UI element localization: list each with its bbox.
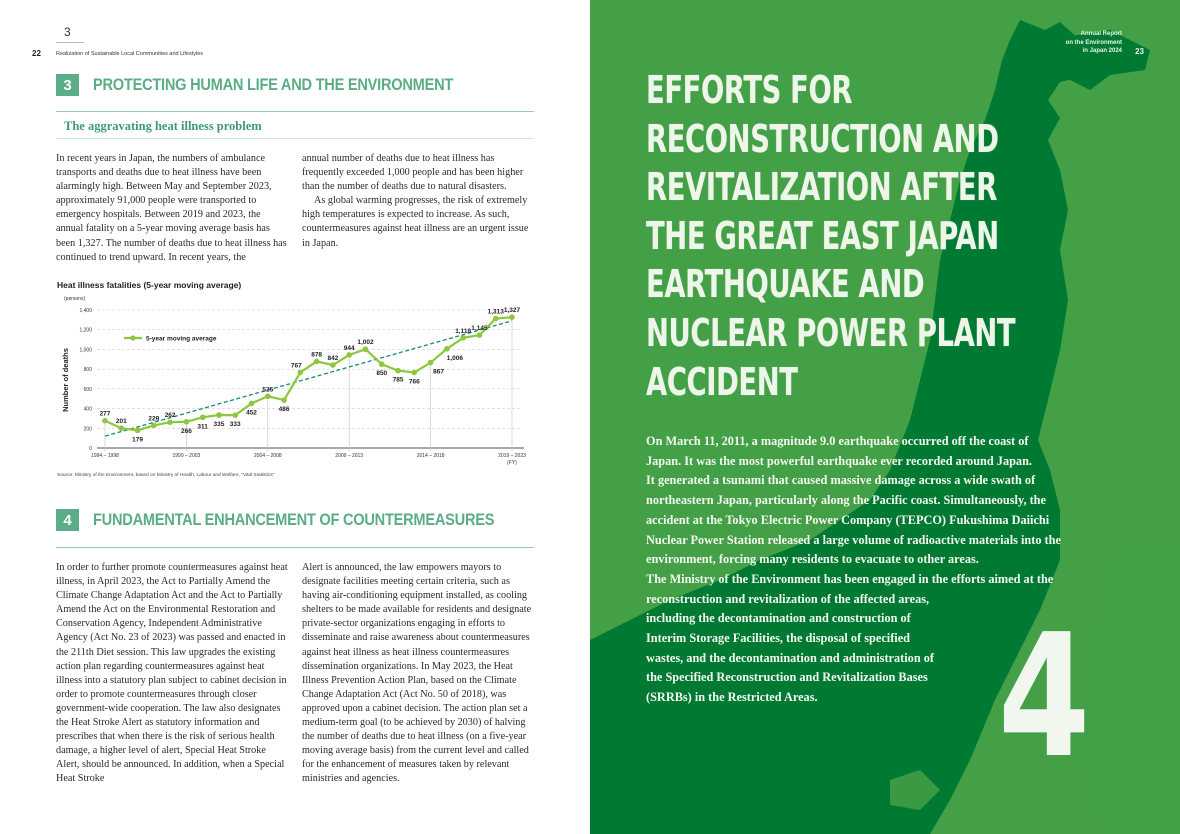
data-label: 525 — [262, 386, 274, 394]
y-tick-label: 600 — [83, 386, 92, 393]
data-label: 179 — [132, 436, 143, 444]
data-point — [330, 362, 336, 368]
intro-line: Japan. It was the most powerful earthquake ever recorded around Japan. — [646, 453, 1032, 468]
data-label: 277 — [99, 410, 111, 418]
data-label: 262 — [164, 412, 176, 420]
data-point — [184, 419, 190, 425]
page-number-left: 22 — [32, 49, 41, 58]
chapter-title — [646, 66, 1114, 406]
data-point — [460, 335, 466, 341]
data-label: 867 — [433, 368, 445, 376]
intro-line: environment, forcing many residents to evacuate to other areas. — [646, 552, 979, 567]
section-4-heading — [56, 509, 560, 531]
right-page — [590, 0, 1180, 834]
x-tick-label: 1994 – 1998 — [91, 453, 119, 459]
section-3-column-2 — [302, 152, 537, 251]
chapter-title-line: EFFORTS FOR — [646, 68, 853, 112]
data-label: 333 — [229, 421, 241, 429]
y-axis-label: Number of deaths — [61, 348, 70, 412]
data-point — [135, 428, 141, 434]
y-tick-label: 400 — [83, 406, 92, 413]
section-3-badge: 3 — [56, 74, 79, 96]
y-tick-label: 800 — [83, 367, 92, 374]
data-label: 785 — [392, 376, 404, 384]
data-point — [346, 352, 352, 358]
data-label: 229 — [148, 415, 160, 423]
intro-line: On March 11, 2011, a magnitude 9.0 earthquake occurred off the coast of — [646, 434, 1029, 448]
y-tick-label: 0 — [89, 446, 92, 452]
chart-title: Heat illness fatalities (5-year moving average) — [57, 280, 242, 290]
legend-swatch-marker — [130, 335, 135, 340]
section-4-title: FUNDAMENTAL ENHANCEMENT OF COUNTERMEASURES — [93, 510, 495, 529]
data-point — [428, 360, 434, 366]
intro-line: The Ministry of the Environment has been engaged in the efforts aimed at the — [646, 571, 1054, 586]
chapter-title-line: NUCLEAR POWER PLANT — [646, 310, 1016, 355]
intro-line: wastes, and the decontamination and administration of — [646, 650, 934, 665]
data-point — [395, 368, 401, 374]
y-tick-label: 1,000 — [79, 347, 92, 354]
intro-line: Nuclear Power Station released a large volume of radioactive materials into the — [646, 532, 1061, 547]
intro-line: (SRRBs) in the Restricted Areas. — [646, 690, 818, 705]
section-4-column-2 — [302, 561, 537, 787]
chapter-title-line: REVITALIZATION AFTER — [646, 165, 997, 210]
chapter-big-number: 4 — [998, 598, 1091, 796]
data-point — [232, 412, 238, 418]
x-axis-unit: (FY) — [507, 460, 517, 466]
data-label: 1,145 — [471, 325, 488, 333]
data-point — [167, 419, 173, 425]
data-point — [281, 397, 287, 403]
report-title — [1066, 30, 1122, 56]
data-label: 266 — [180, 427, 192, 435]
data-label: 1,327 — [503, 307, 521, 315]
data-point — [314, 359, 320, 365]
intro-line: It generated a tsunami that caused massive damage across a wide swath of — [646, 473, 1036, 488]
section-3-title: PROTECTING HUMAN LIFE AND THE ENVIRONMENT — [93, 75, 454, 94]
data-point — [412, 370, 418, 376]
y-tick-label: 200 — [83, 426, 92, 433]
data-point — [444, 346, 450, 352]
data-point — [493, 316, 499, 322]
data-label: 335 — [213, 420, 225, 428]
y-tick-label: 1,200 — [79, 327, 92, 334]
data-label: 452 — [246, 409, 257, 417]
intro-line: reconstruction and revitalization of the affected areas, — [646, 591, 930, 606]
data-point — [249, 401, 255, 407]
data-label: 311 — [197, 423, 208, 431]
chart-source: Source: Ministry of the Environment, based on Ministry of Health, Labour and Welfare, "Vital Statistics" — [57, 473, 275, 478]
data-label: 486 — [278, 406, 290, 414]
data-point — [216, 412, 222, 418]
paragraph: In order to further promote countermeasures against heat illness, in April 2023, the Act to Partially Amend the Climate Change Adaptation Act and the Act to Partially Amend the Act on the Environmental Restoration and Conservation Agency, Independent Administrative Agency (Act No. 23 of 2023) was passed and enacted in the 211th Diet session. This law upgrades the existing action plan regarding countermeasures against heat illness into a statutory plan subject to cabinet decision in order to promote countermeasures through closer government-wide cooperation. The law also designates the Heat Stroke Alert as statutory information and prescribes that when there is the risk of serious health damage, a higher level of alert, Special Heat Stroke Alert, should be announced. In addition, when a Special Heat Stroke — [56, 562, 288, 785]
intro-line: accident at the Tokyo Electric Power Company (TEPCO) Fukushima Daiichi — [646, 512, 1050, 527]
paragraph: annual number of deaths due to heat illness has frequently exceeded 1,000 people and has been higher than the number of deaths due to natural disasters. — [302, 153, 524, 193]
section-3-subheading: The aggravating heat illness problem — [64, 119, 262, 133]
heat-illness-chart — [50, 290, 530, 470]
intro-line: northeastern Japan, particularly along the Pacific coast. Simultaneously, the — [646, 493, 1046, 508]
intro-line: Interim Storage Facilities, the disposal of specified — [646, 631, 911, 646]
chapter-number: 3 — [64, 25, 71, 39]
chapter-rule — [56, 42, 84, 43]
x-tick-label: 2019 – 2023 — [498, 453, 526, 459]
data-label: 850 — [376, 370, 388, 378]
chapter-title-line: THE GREAT EAST JAPAN — [646, 213, 999, 258]
paragraph: In recent years in Japan, the numbers of ambulance transports and deaths due to heat illness have been alarmingly high. Between May and September 2023, approximately 91,000 people were transported to emergency hospitals. Between 2019 and 2023, the annual fatality on a 5-year moving average basis has been 1,327. The number of deaths due to heat illness has continued to trend upward. In recent years, the — [56, 153, 287, 263]
report-title-line: on the Environment — [1065, 39, 1122, 46]
x-tick-label: 1999 – 2003 — [172, 453, 201, 459]
data-label: 842 — [327, 355, 339, 363]
page-number-right: 23 — [1135, 47, 1144, 56]
data-label: 944 — [343, 344, 355, 352]
data-point — [477, 332, 483, 338]
data-label: 878 — [311, 351, 323, 359]
chapter-title-line: RECONSTRUCTION AND — [646, 116, 999, 161]
data-label: 1,313 — [487, 308, 504, 316]
data-point — [265, 393, 271, 399]
y-unit-label: (persons) — [64, 296, 86, 302]
paragraph: Alert is announced, the law empowers mayors to designate facilities meeting certain criteria, such as having air-conditioning equipment installed, as cooling shelters to be made available for residents and designate private-sector organizations engaging in efforts to disseminate and raise awareness about countermeasures against heat illness as heat illness countermeasures dissemination organizations. In May 2023, the Heat Illness Prevention Action Plan, based on the Climate Change Adaptation Act (Act No. 50 of 2018), was approved upon a cabinet decision. The action plan set a medium-term goal (to be achieved by 2030) of halving the number of deaths due to heat illness (on a five-year moving average basis) from the current level and called for the enhancement of measures taken by relevant ministries and agencies. — [302, 562, 532, 785]
data-point — [379, 361, 385, 367]
report-title-line: Annual Report — [1080, 31, 1122, 37]
chapter-title-line: EARTHQUAKE AND — [646, 262, 925, 307]
legend-label: 5-year moving average — [146, 335, 217, 343]
data-label: 1,002 — [357, 339, 374, 347]
data-point — [509, 314, 515, 320]
section-3-column-1 — [56, 152, 289, 265]
running-head: Realization of Sustainable Local Communities and Lifestyles — [56, 51, 204, 57]
data-label: 766 — [408, 378, 420, 386]
report-title-line: in Japan 2024 — [1082, 48, 1122, 55]
section-3-rule — [56, 111, 534, 112]
section-4-badge: 4 — [56, 509, 79, 531]
data-point — [363, 346, 369, 352]
data-point — [118, 425, 124, 431]
data-label: 1,006 — [446, 354, 464, 362]
section-3-heading — [56, 74, 512, 96]
data-point — [200, 415, 206, 421]
y-tick-label: 1,400 — [79, 308, 92, 314]
paragraph: As global warming progresses, the risk of extremely high temperatures is expected to increase. As such, countermeasures against heat illness are an urgent issue in Japan. — [302, 195, 529, 249]
x-tick-label: 2009 – 2013 — [335, 453, 364, 459]
subheading-rule — [56, 138, 534, 139]
section-4-rule — [56, 547, 534, 548]
intro-line: including the decontamination and construction of — [646, 611, 911, 626]
data-label: 201 — [115, 418, 127, 426]
x-tick-label: 2014 – 2018 — [416, 453, 445, 459]
intro-line: the Specified Reconstruction and Revitalization Bases — [646, 670, 928, 685]
data-label: 767 — [290, 362, 302, 370]
data-label: 1,118 — [455, 327, 472, 335]
x-tick-label: 2004 – 2008 — [253, 453, 282, 459]
section-4-column-1 — [56, 561, 291, 787]
data-point — [298, 370, 304, 376]
chapter-title-line: ACCIDENT — [646, 359, 798, 404]
data-point — [102, 418, 108, 424]
data-point — [151, 423, 157, 429]
